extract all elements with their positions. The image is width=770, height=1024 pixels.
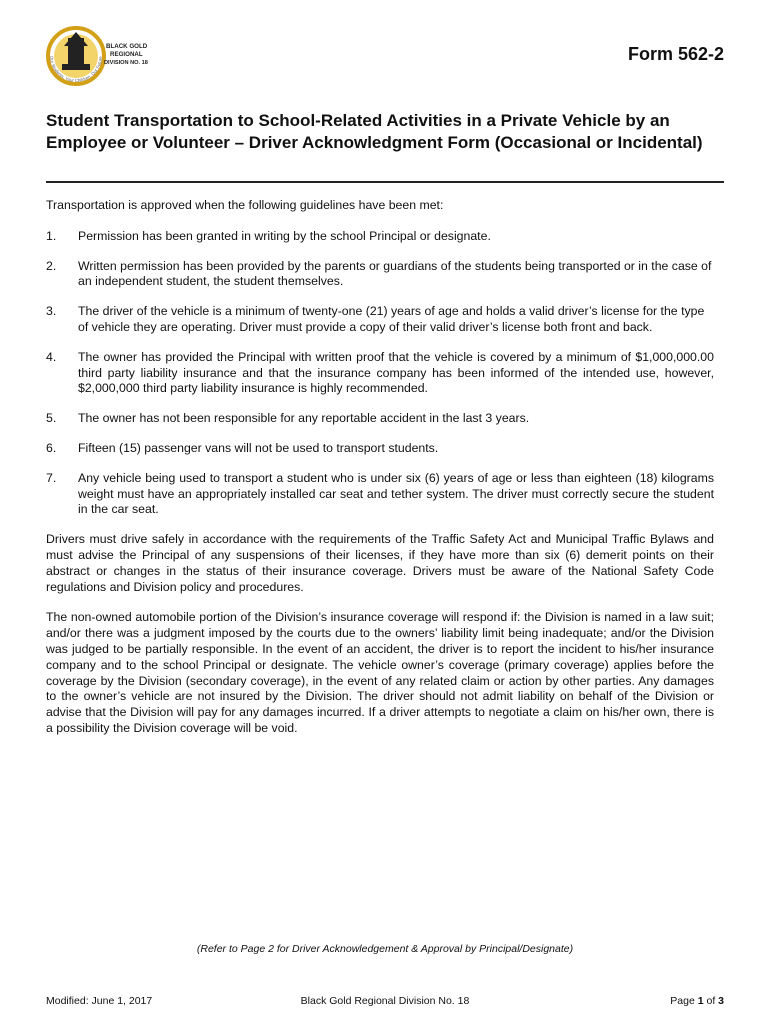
guideline-number: 1. [46,228,57,243]
guideline-text: Any vehicle being used to transport a student who is under six (6) years of age or less than eighteen (18) kilograms weight must have an appropriately installed car seat and tether system. The driver must correctly secure the student in the car seat. [78,470,714,517]
footer-page-number [670,995,724,1007]
guideline-text: The driver of the vehicle is a minimum of twenty-one (21) years of age and holds a valid driver’s license for the type of vehicle they are operating. Driver must provide a copy of their valid driver’s license both front and back. [78,304,705,334]
guideline-text: The owner has provided the Principal with written proof that the vehicle is covered by a minimum of $1,000,000.00 third party liability insurance and that the insurance company has been informed of the intended use, however, $2,000,000 third party liability insurance is highly recommended. [78,349,714,396]
guideline-number: 2. [46,258,57,273]
guideline-text: The owner has not been responsible for any reportable accident in the last 3 years. [78,411,530,426]
guideline-number: 5. [46,411,57,426]
driver-responsibilities-paragraph: Drivers must drive safely in accordance with the requirements of the Traffic Safety Act and Municipal Traffic Bylaws and must advise the Principal of any suspensions of their licenses, if they have more than six (6) demerit points on their abstract or changes in the status of their insurance coverage. Drivers must be aware of the National Safety Code regulations and Division policy and procedures. [46,532,714,594]
page-current: 1 [697,995,704,1007]
guideline-number: 4. [46,349,57,364]
guideline-number: 3. [46,304,57,319]
footer-division-name: Black Gold Regional Division No. 18 [300,995,470,1007]
guideline-item [46,259,714,291]
guideline-text: Written permission has been provided by the parents or guardians of the students being transported or in the case of an independent student, the student themselves. [78,258,712,289]
footer-modified-date: Modified: June 1, 2017 [46,995,153,1007]
insurance-coverage-paragraph: The non-owned automobile portion of the Division’s insurance coverage will respond if: the Division is named in a law suit; and/or there was a judgment imposed by the courts due to the owners’ liability limit being inadequate; and/or the Division was judged to be partially responsible. In the event of an accident, the driver is to report the incident to his/her insurance company and to the school Principal or designate. The vehicle owner’s coverage (primary coverage) applies before the coverage by the Division (secondary coverage), in the event of any related claim or action by other parties. Any damages to the owner’s vehicle are not insured by the Division. The driver should not admit liability on behalf of the Division or advise that the Division will pay for any damages incurred. If a driver attempts to negotiate a claim on his/her own, there is a possibility the Division coverage will be void. [46,610,714,735]
page-reference-note: (Refer to Page 2 for Driver Acknowledgement & Approval by Principal/Designate) [196,943,574,955]
guideline-text: Fifteen (15) passenger vans will not be used to transport students. [78,440,439,455]
title-divider [46,181,724,183]
guideline-item [46,350,714,397]
guideline-item [46,229,714,245]
page-total: 3 [718,995,724,1007]
page-prefix: Page [670,995,698,1007]
guideline-item [46,411,714,427]
division-logo [44,24,154,86]
form-number: Form 562-2 [627,44,724,64]
page-title: Student Transportation to School-Related Activities in a Private Vehicle by an Employee or Volunteer – Driver Acknowledgment Form (Occasional or Incidental) [46,111,703,152]
document-body [46,198,714,752]
intro-text: Transportation is approved when the following guidelines have been met: [46,198,444,212]
logo-line-1: BLACK GOLD [106,43,148,50]
page-of: of [703,995,719,1007]
guideline-item [46,441,714,457]
guideline-item [46,471,714,518]
logo-line-3: DIVISION NO. 18 [104,60,148,66]
logo-line-2: REGIONAL [110,51,143,58]
logo-ring-text: Our Students, Your Children, Our Future [48,55,104,84]
guideline-number: 6. [46,440,57,455]
guideline-item [46,304,714,336]
logo-emblem-icon [44,24,154,86]
guideline-text: Permission has been granted in writing by the school Principal or designate. [78,228,491,243]
guideline-number: 7. [46,470,57,485]
